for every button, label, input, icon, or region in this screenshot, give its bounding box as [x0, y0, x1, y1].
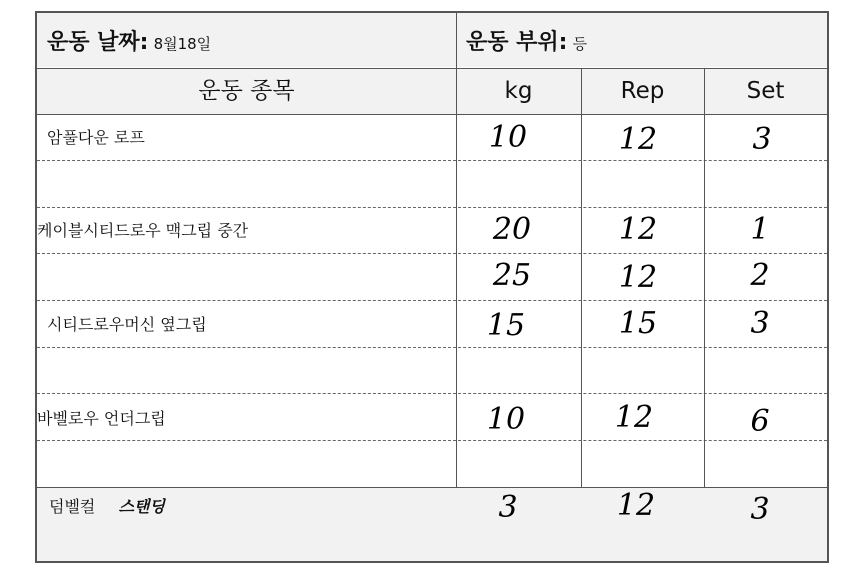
header-date-cell [37, 13, 456, 67]
column-header-rep: Rep [581, 69, 704, 114]
set-value: 3 [752, 122, 772, 157]
row-divider [37, 160, 827, 161]
divider [37, 487, 827, 488]
row-divider [37, 253, 827, 254]
divider [37, 114, 827, 115]
divider [37, 68, 827, 69]
exercise-name: 시티드로우머신 옆그립 [47, 315, 207, 334]
rep-value: 12 [618, 212, 658, 247]
exercise-name: 케이블시티드로우 맥그립 중간 [37, 221, 249, 240]
kg-value: 20 [492, 212, 532, 247]
set-value: 3 [750, 306, 770, 341]
date-label: 운동 날짜: [47, 30, 149, 55]
set-value: 6 [750, 404, 770, 439]
header-part-cell [456, 13, 827, 67]
rep-value: 15 [618, 306, 658, 341]
row-divider [37, 347, 827, 348]
kg-value: 10 [486, 402, 526, 437]
part-label: 운동 부위: [466, 30, 568, 55]
footer-exercise-name [49, 497, 165, 517]
kg-value: 25 [492, 258, 532, 293]
set-value: 1 [750, 212, 770, 247]
column-header-exercise: 운동 종목 [37, 69, 456, 114]
exercise-name: 암풀다운 로프 [47, 128, 145, 147]
workout-log-sheet [35, 11, 829, 563]
column-header-set: Set [704, 69, 827, 114]
footer-set-value: 3 [750, 492, 770, 527]
kg-value: 15 [486, 308, 526, 343]
footer-exercise-note: 스탠딩 [118, 497, 165, 516]
rep-value: 12 [618, 122, 658, 157]
row-divider [37, 440, 827, 441]
footer-rep-value: 12 [616, 488, 656, 523]
date-value: 8월18일 [153, 35, 212, 53]
footer-exercise-label: 덤벨컬 [49, 497, 96, 516]
rep-value: 12 [618, 260, 658, 295]
set-value: 2 [750, 258, 770, 293]
kg-value: 10 [488, 120, 528, 155]
rep-value: 12 [614, 400, 654, 435]
column-header-kg: kg [456, 69, 581, 114]
row-divider [37, 393, 827, 394]
part-value: 등 [572, 35, 588, 53]
footer-kg-value: 3 [498, 490, 518, 525]
exercise-name: 바벨로우 언더그립 [37, 409, 166, 428]
row-divider [37, 300, 827, 301]
row-divider [37, 207, 827, 208]
